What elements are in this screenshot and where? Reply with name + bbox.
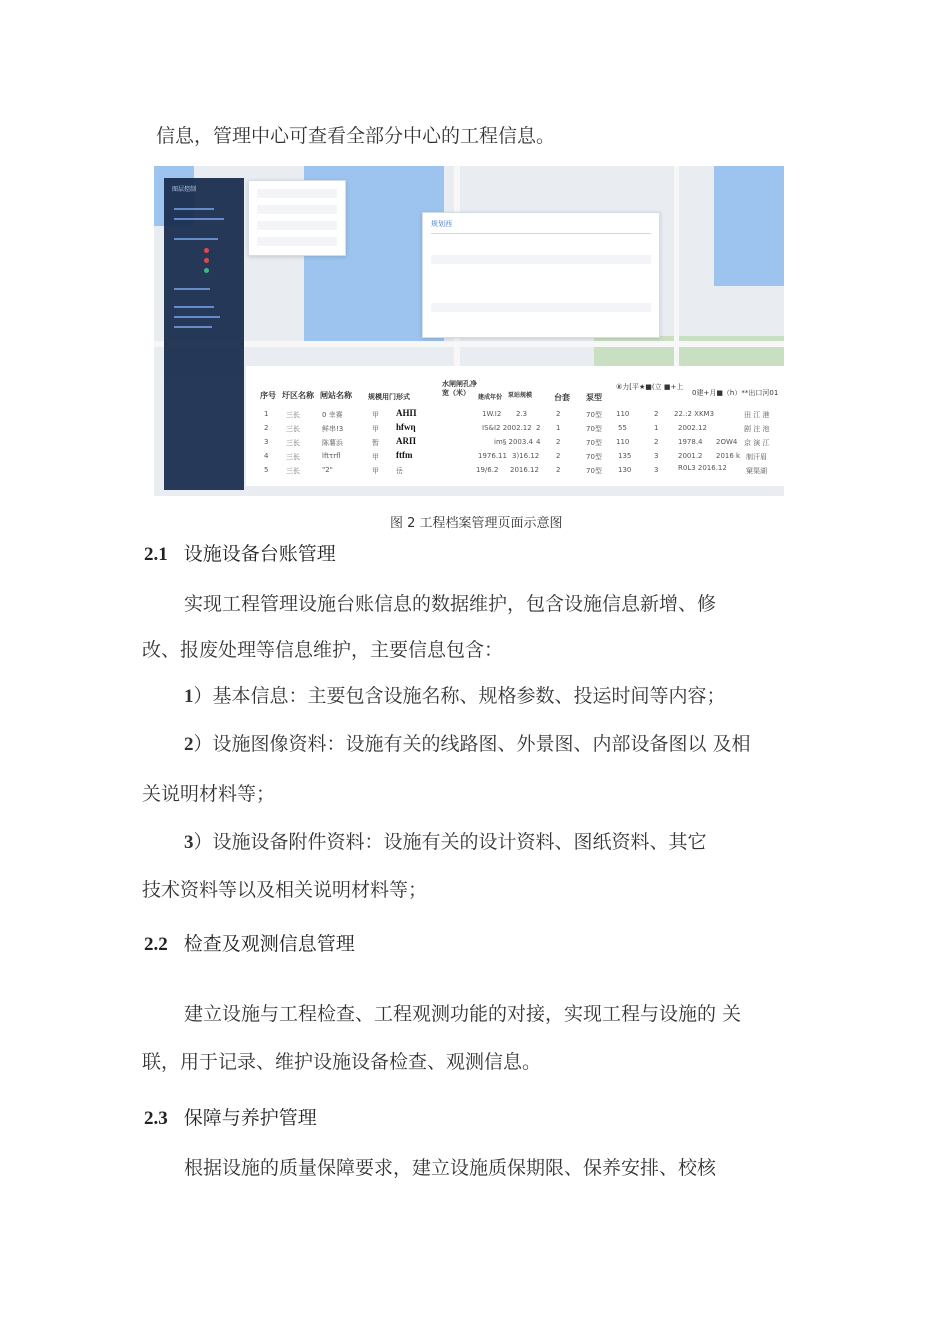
red-dot-icon xyxy=(204,248,209,253)
cell: lftτrfl xyxy=(322,452,341,460)
cell: 4 xyxy=(264,452,269,460)
cell: 3 xyxy=(654,466,659,474)
col-header: 规模用门形式 xyxy=(368,393,410,401)
popup-row[interactable] xyxy=(257,221,337,230)
cell: 110 xyxy=(616,438,630,446)
cell: 2 xyxy=(556,466,561,474)
sidebar-item[interactable] xyxy=(174,218,224,220)
col-header: 泵型 xyxy=(586,393,602,402)
col-header: 建成年份 xyxy=(478,394,503,401)
cell: 0 幸赛 xyxy=(322,411,343,419)
sidebar-item[interactable] xyxy=(174,306,214,308)
cell: 1 xyxy=(264,410,269,418)
divider xyxy=(431,233,651,234)
green-dot-icon xyxy=(204,268,209,273)
popup-table-header xyxy=(431,303,651,312)
map-road xyxy=(154,341,784,347)
col-header: 泵站规模 xyxy=(508,392,533,399)
sidebar-item[interactable] xyxy=(174,208,214,210)
section-number: 2.3 xyxy=(144,1108,168,1129)
cell: IS&I2 2002.12 xyxy=(482,424,532,432)
cell: 2 xyxy=(654,410,659,418)
popup-row[interactable] xyxy=(257,237,337,246)
popup-row[interactable] xyxy=(257,205,337,214)
paragraph-line: 实现工程管理设施台账信息的数据维护，包含设施信息新增、修 xyxy=(184,593,717,615)
cell: 2 xyxy=(556,438,561,446)
list-text: ）设施设备附件资料：设施有关的设计资料、图纸资料、其它 xyxy=(193,831,707,853)
cell: 甲 xyxy=(372,467,379,475)
cell: 三长 xyxy=(286,425,300,433)
popup-title: 规划西 xyxy=(431,220,452,228)
col-header: 水闸闸孔净宽（米） xyxy=(442,380,477,397)
popup-table-row xyxy=(431,269,651,278)
cell: 135 xyxy=(618,452,632,460)
section-number: 2.2 xyxy=(144,934,168,955)
cell: 甲 xyxy=(372,453,379,461)
cell: 70型 xyxy=(586,467,602,475)
cell: 22.:2 XKM3 xyxy=(674,410,715,418)
sidebar-item[interactable] xyxy=(174,326,212,328)
popup-table-row xyxy=(431,317,651,326)
list-number: 1 xyxy=(184,686,194,707)
cell: 2 xyxy=(264,424,269,432)
cell: 窠渠湖 xyxy=(746,467,767,475)
cell: 甲 xyxy=(372,411,379,419)
cell: 2.3 xyxy=(516,410,528,418)
cell: 1 xyxy=(654,424,659,432)
cell: 1978.4 xyxy=(678,438,703,446)
cell: 京 演 江 xyxy=(744,439,770,447)
cell: 110 xyxy=(616,410,630,418)
col-header: 闸站名称 xyxy=(320,391,352,400)
cell: 三长 xyxy=(286,439,300,447)
list-item xyxy=(184,828,707,857)
col-header: 序号 xyxy=(260,391,276,400)
paragraph-line: 关说明材料等； xyxy=(142,783,276,805)
cell: 剧 注 池 xyxy=(744,425,770,433)
cell: 3 xyxy=(264,438,269,446)
paragraph-line: 技术资料等以及相关说明材料等； xyxy=(142,879,428,901)
section-heading xyxy=(144,1104,317,1133)
cell: hfwη xyxy=(396,422,416,432)
list-text: ）设施图像资料：设施有关的线路图、外景图、内部设备图以 及相 xyxy=(193,733,751,755)
list-text: ）基本信息：主要包含设施名称、规格参数、投运时间等内容； xyxy=(193,685,726,707)
info-popup xyxy=(422,212,660,338)
cell: 19/6.2 xyxy=(476,466,499,474)
paragraph-line: 改、报废处理等信息维护，主要信息包含： xyxy=(142,639,504,661)
cell: 1 xyxy=(556,424,561,432)
cell: ARΠ xyxy=(396,436,416,446)
cell: R0L3 2016.12 xyxy=(678,464,727,472)
section-number: 2.1 xyxy=(144,544,168,565)
col-header: 圩区名称 xyxy=(282,391,314,400)
cell: 5 xyxy=(264,466,269,474)
cell: 2016 k xyxy=(716,452,741,460)
cell: 130 xyxy=(618,466,632,474)
cell: 岳 xyxy=(396,467,403,475)
facility-table xyxy=(246,366,784,486)
section-title: 保障与养护管理 xyxy=(183,1107,317,1129)
tool-popup xyxy=(248,180,346,256)
cell: 1W.I2 xyxy=(482,410,502,418)
cell: 甲 xyxy=(372,425,379,433)
layer-sidebar xyxy=(164,178,244,490)
section-heading xyxy=(144,930,355,959)
cell: "2" xyxy=(322,466,333,474)
sidebar-item[interactable] xyxy=(174,238,218,240)
cell: 3 xyxy=(654,452,659,460)
cell: im§ 2003.4 xyxy=(494,438,533,446)
sidebar-item[interactable] xyxy=(174,288,210,290)
section-title: 检查及观测信息管理 xyxy=(183,933,355,955)
list-item xyxy=(184,682,726,711)
col-header: 0建+月■（h）**出口河01 xyxy=(692,389,779,397)
cell: 1976.11 xyxy=(478,452,507,460)
list-item xyxy=(184,730,751,759)
sidebar-title: 图层控制 xyxy=(172,186,197,193)
cell: 2002.12 xyxy=(678,424,707,432)
cell: 鲜串!3 xyxy=(322,425,344,433)
cell: 2001.2 xyxy=(678,452,703,460)
cell: 三长 xyxy=(286,411,300,419)
paragraph-line: 根据设施的质量保障要求，建立设施质保期限、保养安排、校核 xyxy=(184,1157,717,1179)
cell: 2OW4 xyxy=(716,438,738,446)
list-number: 2 xyxy=(184,734,194,755)
cell: 3)16.12 xyxy=(512,452,540,460)
popup-table-header xyxy=(431,255,651,264)
cell: 70型 xyxy=(586,439,602,447)
popup-row[interactable] xyxy=(257,189,337,198)
cell: 70型 xyxy=(586,425,602,433)
red-dot-icon xyxy=(204,258,209,263)
sidebar-item[interactable] xyxy=(174,316,220,318)
map-water xyxy=(714,166,784,286)
paragraph-line: 联，用于记录、维护设施设备检查、观测信息。 xyxy=(142,1051,542,1073)
cell: 2016.12 xyxy=(510,466,539,474)
cell: 70型 xyxy=(586,453,602,461)
col-header: 台套 xyxy=(554,393,570,402)
cell: AHΠ xyxy=(396,408,417,418)
col-header: ⑧力[平★■(立 ■+上 xyxy=(616,383,684,391)
cell: 暂 xyxy=(372,439,379,447)
cell: 2 xyxy=(654,438,659,446)
cell: 2 xyxy=(556,410,561,418)
map-road xyxy=(674,166,679,366)
intro-text: 信息，管理中心可查看全部分中心的工程信息。 xyxy=(156,125,556,147)
figure-caption: 图 2 工程档案管理页面示意图 xyxy=(390,516,563,531)
cell: 三长 xyxy=(286,453,300,461)
cell: 55 xyxy=(618,424,627,432)
cell: 4 xyxy=(536,438,541,446)
screenshot-figure xyxy=(154,166,784,496)
cell: 三长 xyxy=(286,467,300,475)
cell: 陈薯浜 xyxy=(322,439,343,447)
list-number: 3 xyxy=(184,832,194,853)
cell: ftfm xyxy=(396,450,413,460)
paragraph-line: 建立设施与工程检查、工程观测功能的对接，实现工程与设施的 关 xyxy=(184,1003,742,1025)
cell: 制汗眉 xyxy=(746,453,767,461)
cell: 2 xyxy=(556,452,561,460)
cell: 70型 xyxy=(586,411,602,419)
cell: 2 xyxy=(536,424,541,432)
cell: 田 江 港 xyxy=(744,411,770,419)
section-heading xyxy=(144,540,336,569)
section-title: 设施设备台账管理 xyxy=(183,543,336,565)
